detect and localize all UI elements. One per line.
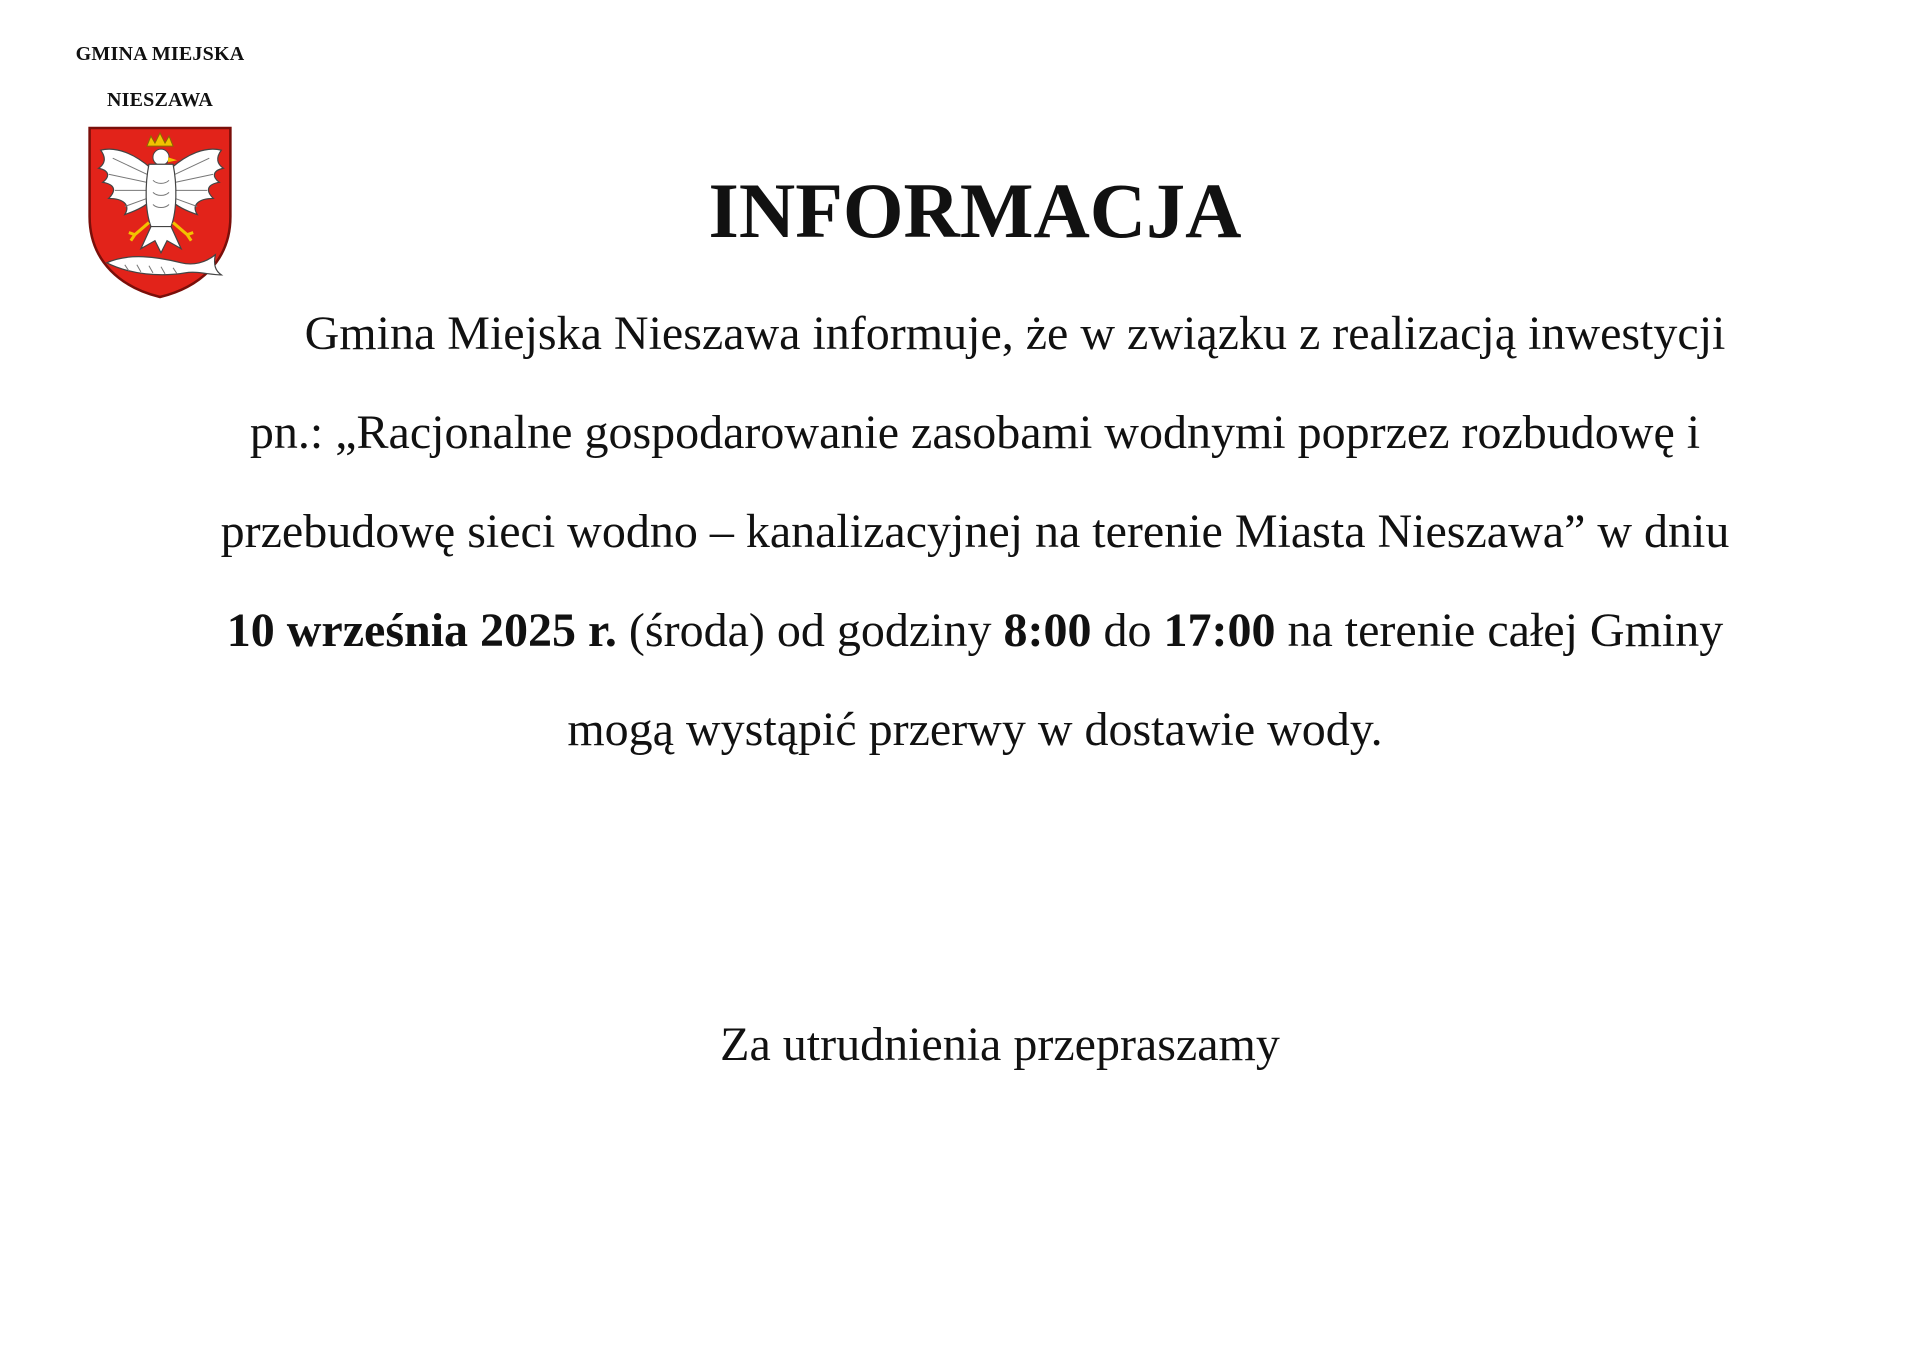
municipality-header [40, 38, 280, 300]
body-after-date-text: (środa) od godziny [616, 604, 1004, 657]
announcement-body [195, 284, 1755, 779]
org-name-line-1: GMINA MIEJSKA [75, 43, 245, 65]
outage-start-time: 8:00 [1003, 604, 1092, 657]
announcement-paragraph [195, 284, 1755, 779]
body-outro-text: na terenie całej Gminy mogą wystąpić przerwy w dostawie wody. [567, 604, 1724, 756]
org-name-line-2: NIESZAWA [106, 89, 214, 111]
outage-date: 10 września 2025 r. [226, 604, 617, 657]
outage-end-time: 17:00 [1163, 604, 1276, 657]
closing-apology: Za utrudnienia przepraszamy [720, 1018, 1280, 1071]
body-intro-text: Gmina Miejska Nieszawa informuje, że w związku z realizacją inwestycji pn.: „Racjonalne gospodarowanie zasobami wodnymi poprzez rozbudowę i przebudowę sieci wodno – kanalizacyjnej na terenie Miasta Nieszawa” w dniu [220, 307, 1730, 558]
document-title: INFORMACJA [708, 167, 1242, 254]
body-between-text: do [1091, 604, 1164, 657]
